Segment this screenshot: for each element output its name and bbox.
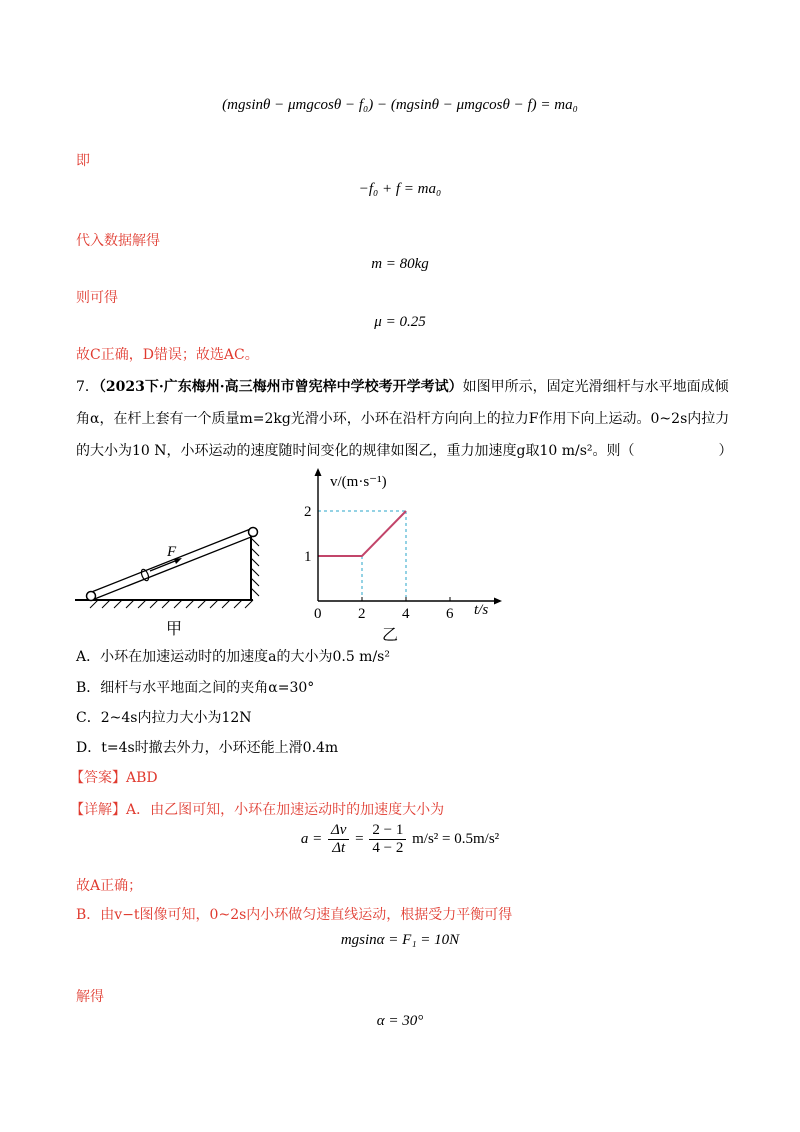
- equation-force-difference: (mgsinθ − μmgcosθ − f₀) − (mgsinθ − μmgcosθ − f) = ma₀: [222, 97, 578, 113]
- question-7-line-3: 的大小为10 N，小环运动的速度随时间变化的规律如图乙，重力加速度g取10 m/s²。则（ ）: [76, 443, 733, 459]
- option-a: A．小环在加速运动时的加速度a的大小为0.5 m/s²: [76, 649, 390, 665]
- x-axis-arrow: [494, 598, 502, 605]
- fraction-values: $\frac{2 - 1}{4 - 2}$: [369, 822, 406, 857]
- detail-b: B．由v−t图像可知，0~2s内小环做匀速直线运动，根据受力平衡可得: [76, 907, 513, 923]
- x-tick-label-4: 4: [402, 606, 410, 622]
- a-correct: 故A正确；: [76, 878, 143, 894]
- label-solve: 解得: [76, 989, 104, 1005]
- label-ji: 即: [76, 153, 90, 169]
- question-source: （2023下·广东梅州·高三梅州市曾宪梓中学校考开学考试）: [98, 379, 463, 395]
- lower-pivot: [87, 592, 96, 601]
- y-tick-label-2: 2: [304, 504, 312, 520]
- option-b: B．细杆与水平地面之间的夹角α=30°: [76, 680, 315, 696]
- equation-mass: m = 80kg: [371, 256, 429, 272]
- ring: [140, 568, 150, 581]
- y-tick-label-1: 1: [304, 549, 312, 565]
- detail-a: 【详解】A．由乙图可知，小环在加速运动时的加速度大小为: [70, 802, 445, 818]
- previous-conclusion: 故C正确，D错误；故选AC。: [76, 347, 259, 363]
- figure-yi-chart: [290, 460, 520, 650]
- upper-pivot: [249, 528, 258, 537]
- fraction-dv-dt: $\frac{\Delta v}{\Delta t}$: [328, 822, 349, 857]
- incline-rod: [89, 528, 256, 600]
- x-tick-label-2: 2: [358, 606, 366, 622]
- question-7-line-2: 角α，在杆上套有一个质量m=2kg光滑小环，小环在沿杆方向向上的拉力F作用下向上运动。0~2s内拉力: [76, 411, 730, 427]
- question-7-line-1: [76, 377, 729, 397]
- caption-jia: 甲: [166, 621, 183, 638]
- equation-mu: μ = 0.25: [374, 314, 426, 330]
- series-line-0: [318, 511, 406, 556]
- label-substitute: 代入数据解得: [76, 233, 160, 249]
- question-number: 7．: [76, 379, 99, 395]
- wall-hatching: [251, 538, 259, 596]
- equation-force-balance: mgsinα = F₁ = 10N: [340, 932, 460, 948]
- equation-alpha: α = 30°: [376, 1013, 424, 1029]
- option-d: D．t=4s时撤去外力，小环还能上滑0.4m: [76, 740, 339, 756]
- caption-yi: 乙: [382, 627, 399, 644]
- equation-friction: −f₀ + f = ma₀: [358, 181, 442, 197]
- x-axis-label: t/s: [474, 602, 489, 618]
- option-c: C．2~4s内拉力大小为12N: [76, 710, 252, 726]
- equation-acceleration: a = $\frac{\Delta v}{\Delta t}$ = $\frac{2 - 1}{4 - 2}$ m/s² = 0.5m/s²: [300, 822, 500, 856]
- x-tick-label-6: 6: [446, 606, 454, 622]
- question-text-1: 如图甲所示，固定光滑细杆与水平地面成倾: [462, 379, 729, 395]
- answer: 【答案】ABD: [70, 770, 158, 786]
- label-then: 则可得: [76, 290, 118, 306]
- force-label: F: [167, 544, 177, 560]
- ground-hatching: [90, 600, 253, 608]
- y-axis-arrow: [315, 468, 322, 476]
- x-tick-label-0: 0: [314, 606, 322, 622]
- figure-jia: [70, 520, 270, 645]
- y-axis-label: v/(m·s⁻¹): [330, 474, 387, 490]
